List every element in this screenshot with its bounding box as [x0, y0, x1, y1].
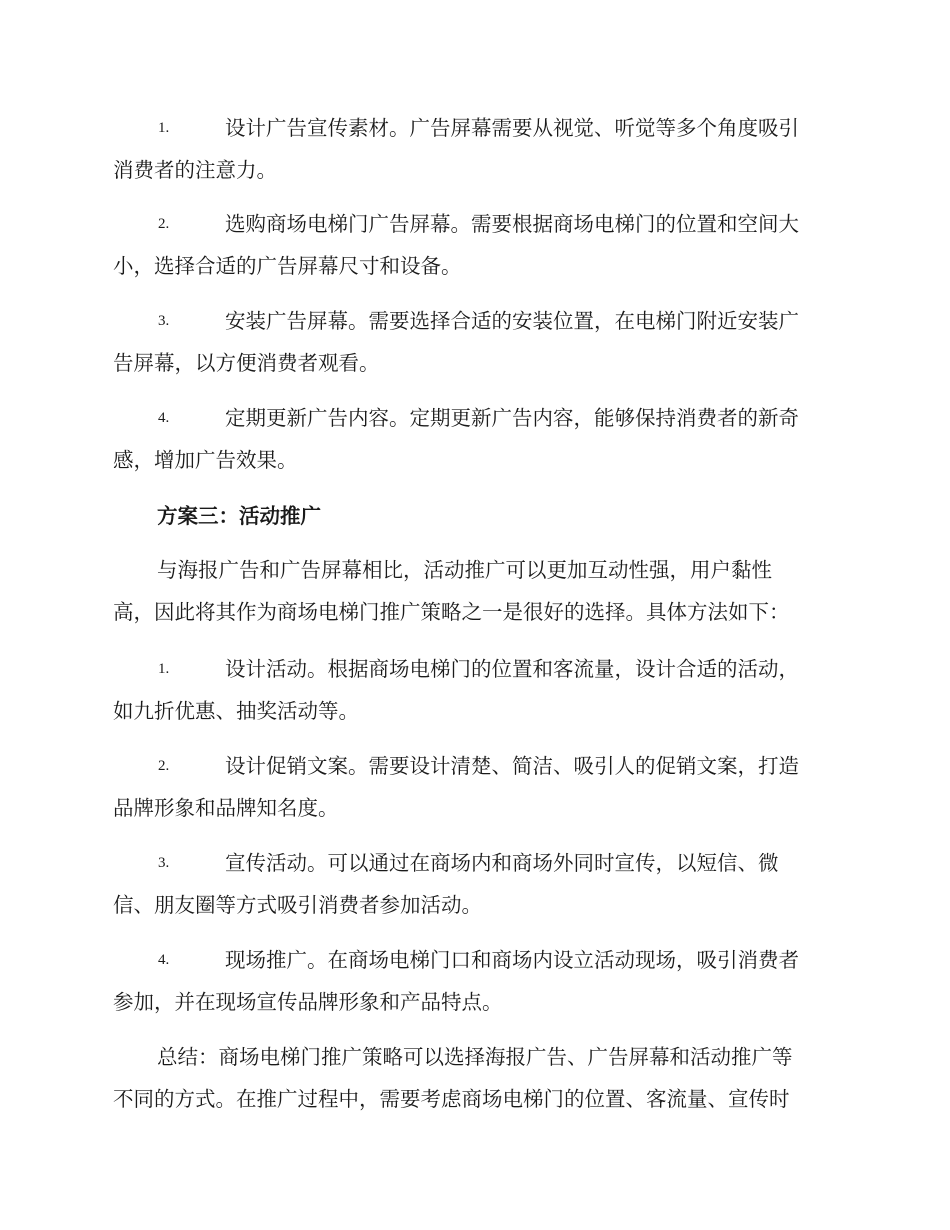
list-item: [113, 849, 838, 919]
list-text-line: 设计活动。根据商场电梯门的位置和客流量，设计合适的活动，: [225, 657, 799, 681]
list-text-line: 选购商场电梯门广告屏幕。需要根据商场电梯门的位置和空间大: [225, 212, 799, 236]
list-item: [113, 404, 838, 474]
list-item: [113, 655, 838, 725]
section-heading: 方案三：活动推广: [157, 504, 321, 528]
list-item: [113, 752, 838, 822]
list-text-line: 宣传活动。可以通过在商场内和商场外同时宣传，以短信、微: [225, 851, 779, 875]
list-number: 4.: [158, 410, 170, 426]
list-text-line: 参加，并在现场宣传品牌形象和产品特点。: [113, 990, 503, 1014]
list-item: [113, 307, 838, 377]
list-text-line: 小，选择合适的广告屏幕尺寸和设备。: [113, 254, 462, 278]
list-item: [113, 114, 838, 184]
list-item: [113, 210, 838, 280]
list-number: 2.: [158, 758, 170, 774]
list-item: [113, 946, 838, 1016]
list-text-line: 安装广告屏幕。需要选择合适的安装位置，在电梯门附近安装广: [225, 309, 799, 333]
list-text-line: 现场推广。在商场电梯门口和商场内设立活动现场，吸引消费者: [225, 948, 799, 972]
section-heading-block: [113, 502, 838, 532]
list-text-line: 告屏幕，以方便消费者观看。: [113, 351, 380, 375]
paragraph-line: 不同的方式。在推广过程中，需要考虑商场电梯门的位置、客流量、宣传时: [113, 1087, 790, 1111]
list-text-line: 定期更新广告内容。定期更新广告内容，能够保持消费者的新奇: [225, 406, 799, 430]
paragraph-line: 高，因此将其作为商场电梯门推广策略之一是很好的选择。具体方法如下：: [113, 600, 790, 624]
paragraph-line: 与海报广告和广告屏幕相比，活动推广可以更加互动性强，用户黏性: [157, 558, 772, 582]
list-text-line: 消费者的注意力。: [113, 158, 277, 182]
list-number: 2.: [158, 216, 170, 232]
list-number: 4.: [158, 952, 170, 968]
list-number: 1.: [158, 661, 170, 677]
paragraph-line: 总结：商场电梯门推广策略可以选择海报广告、广告屏幕和活动推广等: [157, 1045, 793, 1069]
list-text-line: 设计广告宣传素材。广告屏幕需要从视觉、听觉等多个角度吸引: [225, 116, 799, 140]
list-text-line: 品牌形象和品牌知名度。: [113, 796, 339, 820]
summary-paragraph: [113, 1043, 838, 1113]
list-text-line: 信、朋友圈等方式吸引消费者参加活动。: [113, 893, 482, 917]
list-text-line: 如九折优惠、抽奖活动等。: [113, 699, 359, 723]
list-number: 1.: [158, 120, 170, 136]
list-number: 3.: [158, 313, 170, 329]
list-number: 3.: [158, 855, 170, 871]
intro-paragraph: [113, 556, 838, 626]
list-text-line: 设计促销文案。需要设计清楚、简洁、吸引人的促销文案，打造: [225, 754, 799, 778]
list-text-line: 感，增加广告效果。: [113, 448, 298, 472]
